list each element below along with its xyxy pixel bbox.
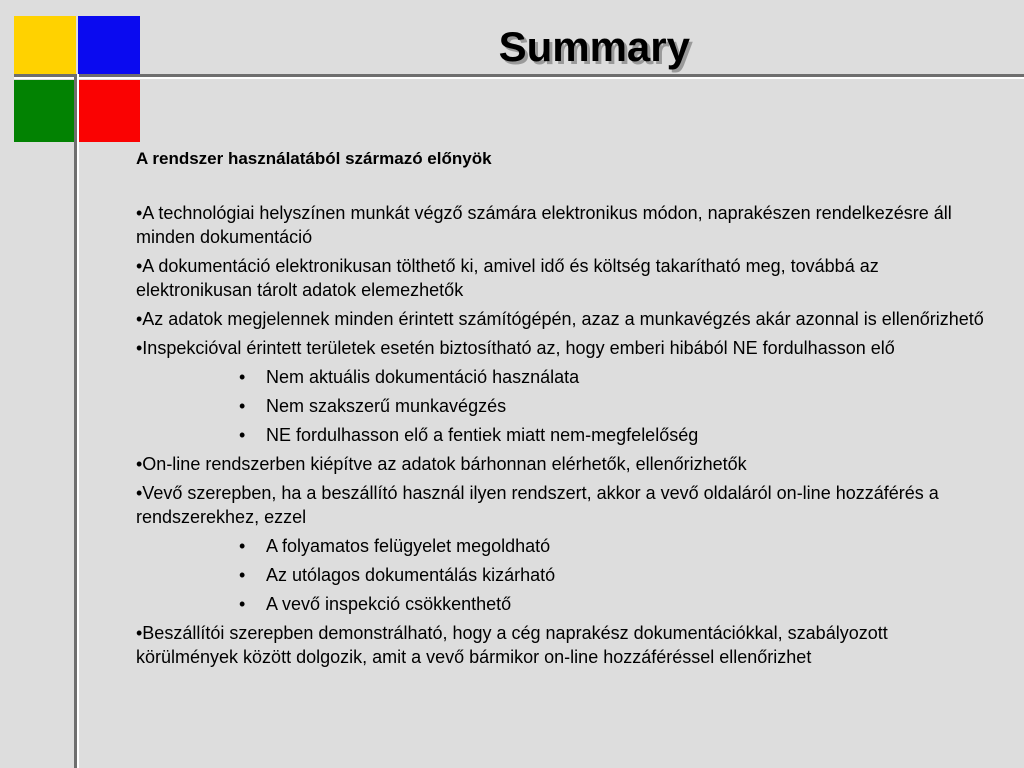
yellow-square — [14, 16, 76, 78]
bullet-text: •On-line rendszerben kiépítve az adatok bárhonnan elérhetők, ellenőrizhetők — [136, 454, 747, 474]
bullet-dot: • — [239, 565, 246, 585]
bullet-dot: • — [239, 367, 246, 387]
bullet-dot: • — [239, 594, 246, 614]
sub-bullet-text: Az utólagos dokumentálás kizárható — [266, 565, 556, 585]
bullet-text: •Az adatok megjelennek minden érintett számítógépén, azaz a munkavégzés akár azonnal is ellenőrizhető — [136, 309, 984, 329]
bullet-text: •Beszállítói szerepben demonstrálható, hogy a cég naprakész dokumentációkkal, szabályozott körülmények között dolgozik, amit a vevő bármikor on-line hozzáféréssel ellenőrizhet — [136, 623, 888, 667]
sub-bullet-item — [136, 592, 986, 616]
sub-bullet-item — [136, 563, 986, 587]
sub-bullet-item — [136, 423, 986, 447]
bullet-item — [136, 201, 986, 249]
bullet-item — [136, 254, 986, 302]
sub-bullet-text: NE fordulhasson elő a fentiek miatt nem-megfelelőség — [266, 425, 699, 445]
vertical-divider — [74, 74, 79, 768]
bullet-text: •A technológiai helyszínen munkát végző számára elektronikus módon, naprakészen rendelkezésre áll minden dokumentáció — [136, 203, 952, 247]
bullet-dot: • — [239, 425, 246, 445]
bullet-dot: • — [239, 396, 246, 416]
horizontal-divider — [14, 74, 1024, 79]
bullet-text: •A dokumentáció elektronikusan tölthető ki, amivel idő és költség takarítható meg, továbbá az elektronikusan tárolt adatok elemezhetők — [136, 256, 879, 300]
sub-bullet-item — [136, 365, 986, 389]
bullet-item — [136, 336, 986, 360]
bullet-item — [136, 481, 986, 529]
bullet-text: •Vevő szerepben, ha a beszállító használ ilyen rendszert, akkor a vevő oldaláról on-line hozzáférés a rendszerekhez, ezzel — [136, 483, 939, 527]
sub-bullet-item — [136, 394, 986, 418]
slide-content — [136, 147, 986, 674]
bullet-item — [136, 307, 986, 331]
slide-title: Summary — [498, 23, 690, 70]
bullet-text: •Inspekcióval érintett területek esetén biztosítható az, hogy emberi hibából NE fordulhasson elő — [136, 338, 895, 358]
slide-subtitle: A rendszer használatából származó előnyök — [136, 149, 492, 168]
sub-bullet-text: Nem aktuális dokumentáció használata — [266, 367, 580, 387]
red-square — [78, 80, 140, 142]
bullet-item — [136, 621, 986, 669]
green-square — [14, 80, 76, 142]
sub-bullet-item — [136, 534, 986, 558]
bullet-dot: • — [239, 536, 246, 556]
sub-bullet-text: Nem szakszerű munkavégzés — [266, 396, 507, 416]
bullet-item — [136, 452, 986, 476]
sub-bullet-text: A vevő inspekció csökkenthető — [266, 594, 512, 614]
blue-square — [78, 16, 140, 78]
sub-bullet-text: A folyamatos felügyelet megoldható — [266, 536, 551, 556]
